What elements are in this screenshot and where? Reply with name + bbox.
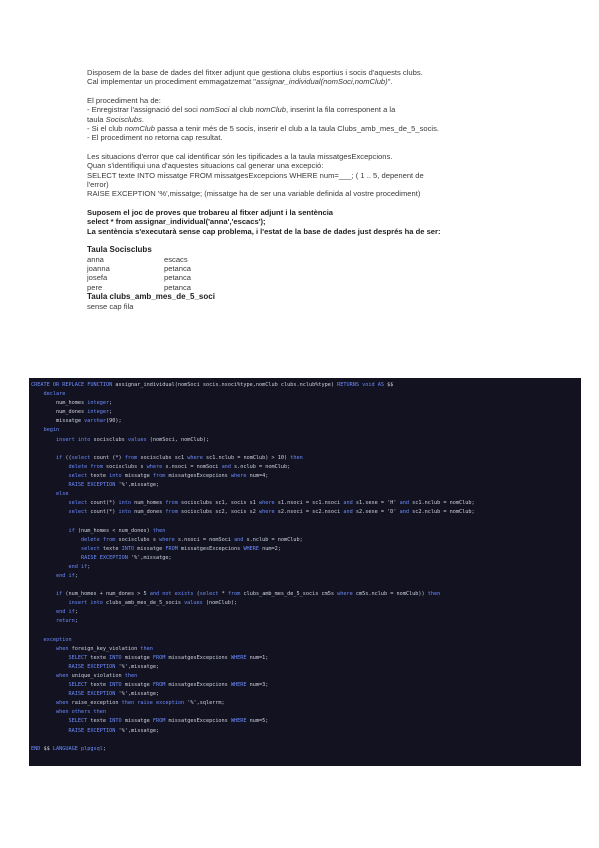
document-text: [87, 68, 527, 311]
code-line: [31, 627, 581, 636]
scenario-line-1: Suposem el joc de proves que trobareu al fitxer adjunt i la sentència: [87, 207, 334, 217]
procedure-heading: El procediment ha de:: [87, 95, 161, 105]
code-line: end if;: [68, 563, 91, 570]
code-line: if (num_homes + num_dones > 5 and not exists (select * from clubs_amb_mes_de_5_socis cm5s where cm5s.nclub = nomClub)) then: [56, 591, 441, 598]
code-line: if (num_homes < num_dones) then: [68, 527, 166, 534]
errors-line-5: RAISE EXCEPTION '%',missatge; (missatge ha de ser una variable definida al vostre procediment): [87, 189, 421, 199]
code-line: CREATE OR REPLACE FUNCTION assignar_individual(nomSoci socis.nsoci%type,nomClub clubs.nclub%type) RETURNS void AS $$: [31, 382, 394, 388]
bullet-3: - El procediment no retorna cap resultat.: [87, 133, 223, 143]
code-line: return;: [56, 618, 78, 625]
code-line: insert into socisclubs values (nomSoci, nomClub);: [56, 436, 210, 443]
table-cell: pere: [87, 282, 103, 292]
code-line: RAISE EXCEPTION '%',missatge;: [80, 554, 172, 561]
code-line: select count(*) into num_homes from socisclubs sc1, socis s1 where s1.nsoci = sc1.nsoci and s1.sexe = 'H' and sc1.nclub = nomClub;: [68, 500, 475, 507]
code-line: [31, 445, 581, 454]
code-line: when unique_violation then: [56, 673, 138, 679]
table-cell: escacs: [164, 254, 188, 264]
code-line: SELECT texte INTO missatge FROM missatgesExcepcions WHERE num=5;: [68, 718, 269, 725]
code-line: select texte into missatge from missatgesExcepcions where num=4;: [68, 472, 269, 479]
code-line: end if;: [56, 572, 78, 579]
code-line: [31, 517, 581, 526]
intro-line-2: Cal implementar un procediment emmagatzemat "assignar_individual(nomSoci,nomClub)".: [87, 77, 393, 87]
table-2-empty: sense cap fila: [87, 301, 134, 311]
bullet-2: - Si el club nomClub passa a tenir més de 5 socis, inserir el club a la taula Clubs_amb_mes_de_5_socis.: [87, 124, 440, 134]
code-line: when foreign_key_violation then: [56, 645, 153, 652]
table-cell: petanca: [164, 282, 192, 292]
code-line: begin: [43, 427, 60, 434]
code-line: delete from socisclubs s where s.nsoci = nomSoci and s.nclub = nomClub;: [80, 536, 303, 543]
code-line: insert into clubs_amb_mes_de_5_socis values (nomClub);: [68, 600, 238, 607]
code-line: [31, 736, 581, 745]
scenario-line-2: select * from assignar_individual('anna','escacs');: [87, 217, 266, 227]
code-line: declare: [43, 391, 66, 398]
table-cell: josefa: [87, 273, 108, 283]
code-line: RAISE EXCEPTION '%',missatge;: [68, 691, 160, 698]
socisclubs-table: [87, 255, 191, 293]
code-line: exception: [43, 636, 72, 643]
code-line: SELECT texte INTO missatge FROM missatgesExcepcions WHERE num=3;: [68, 682, 269, 689]
code-line: if ((select count (*) from socisclubs sc1 where sc1.nclub = nomClub) > 10) then: [56, 454, 303, 461]
code-line: SELECT texte INTO missatge FROM missatgesExcepcions WHERE num=1;: [68, 654, 269, 661]
code-line: missatge varchar(90);: [31, 418, 122, 425]
table-row: [87, 283, 191, 292]
code-line: when raise_exception then raise exception '%',sqlerrm;: [56, 700, 225, 707]
code-line: [31, 581, 581, 590]
errors-line-1: Les situacions d'error que cal identificar són les tipificades a la taula missatgesExcepcions.: [87, 151, 393, 161]
bullet-1-cont: taula Socisclubs.: [87, 114, 144, 124]
code-block: [29, 378, 581, 766]
table-row: [87, 255, 191, 264]
errors-line-3: SELECT texte INTO missatge FROM missatgesExcepcions WHERE num=___; ( 1 .. 5, depenent de: [87, 170, 424, 180]
table-cell: petanca: [164, 263, 192, 273]
code-line: end if;: [56, 609, 78, 616]
bullet-1: - Enregistrar l'assignació del soci nomSoci al club nomClub, inserint la fila corresponent a la: [87, 105, 396, 115]
code-line: END $$ LANGUAGE plpgsql;: [31, 745, 106, 752]
table-1-title: Taula Socisclubs: [87, 245, 152, 255]
code-line: delete from socisclubs s where s.nsoci = nomSoci and s.nclub = nomClub;: [68, 463, 291, 470]
scenario-line-3: La sentència s'executarà sense cap problema, i l'estat de la base de dades just després ha de ser:: [87, 226, 441, 236]
code-line: when others then: [56, 709, 106, 716]
intro-line-1: Disposem de la base de dades del fitxer adjunt que gestiona clubs esportius i socis d'aquests clubs.: [87, 68, 423, 77]
code-line: num_homes integer;: [31, 400, 113, 407]
table-cell: joanna: [87, 263, 110, 273]
table-cell: anna: [87, 254, 104, 264]
code-line: select count(*) into num_dones from socisclubs sc2, socis s2 where s2.nsoci = sc2.nsoci and s2.sexe = 'D' and sc2.nclub = nomClub;: [68, 509, 475, 516]
table-cell: petanca: [164, 273, 192, 283]
code-line: select texte INTO missatge FROM missatgesExcepcions WHERE num=2;: [80, 545, 281, 552]
code-line: num_dones integer;: [31, 409, 113, 416]
errors-line-2: Quan s'identifiqui una d'aquestes situacions cal generar una excepció:: [87, 161, 324, 171]
code-line: RAISE EXCEPTION '%',missatge;: [68, 663, 160, 670]
errors-line-4: l'error): [87, 180, 109, 190]
table-row: [87, 264, 191, 273]
code-line: else: [56, 491, 69, 498]
table-row: [87, 273, 191, 282]
code-line: RAISE EXCEPTION '%',missatge;: [68, 727, 160, 734]
code-line: RAISE EXCEPTION '%',missatge;: [68, 482, 160, 489]
table-2-title: Taula clubs_amb_mes_de_5_soci: [87, 292, 215, 302]
